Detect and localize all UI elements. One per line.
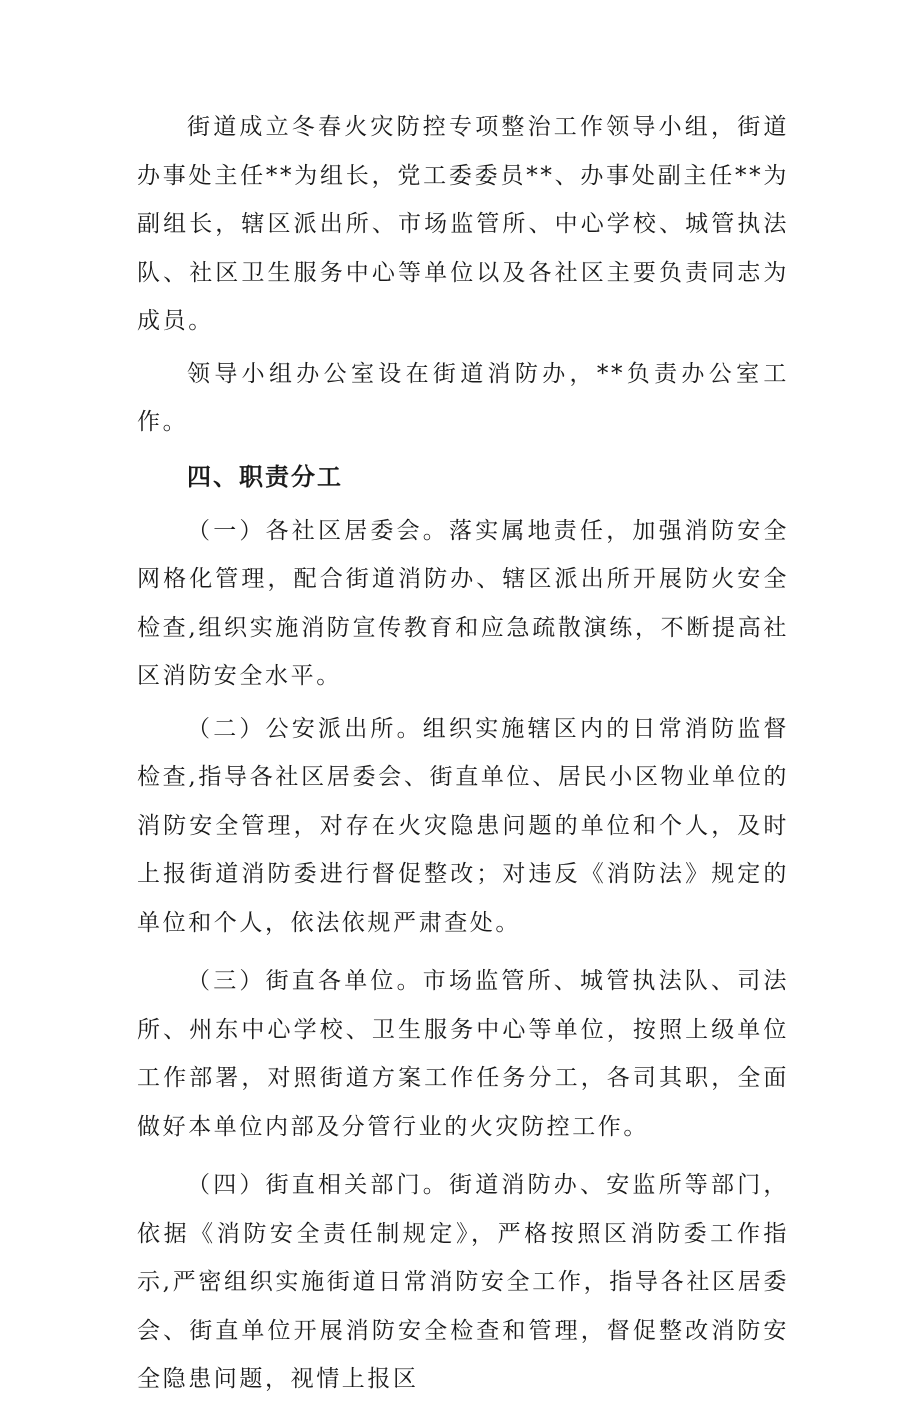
section-heading-duties: 四、职责分工 (187, 462, 343, 491)
paragraph-duty-2: （二）公安派出所。组织实施辖区内的日常消防监督检查,指导各社区居委会、街直单位、居民小区物业单位的消防安全管理，对存在火灾隐患问题的单位和个人，及时上报街道消防委进行督促整改；对违反《消防法》规定的单位和个人，依法依规严肃查处。 (137, 715, 789, 936)
paragraph-office: 领导小组办公室设在街道消防办，**负责办公室工作。 (137, 360, 789, 435)
paragraph-duty-3: （三）街直各单位。市场监管所、城管执法队、司法所、州东中心学校、卫生服务中心等单位，按照上级单位工作部署，对照街道方案工作任务分工，各司其职，全面做好本单位内部及分管行业的火灾防控工作。 (137, 968, 789, 1140)
paragraph-leadership-group: 街道成立冬春火灾防控专项整治工作领导小组，街道办事处主任**为组长，党工委委员**、办事处副主任**为副组长，辖区派出所、市场监管所、中心学校、城管执法队、社区卫生服务中心等单位以及各社区主要负责同志为成员。 (137, 114, 789, 334)
paragraph-duty-1: （一）各社区居委会。落实属地责任，加强消防安全网格化管理，配合街道消防办、辖区派出所开展防火安全检查,组织实施消防宣传教育和应急疏散演练，不断提高社区消防安全水平。 (137, 517, 789, 689)
paragraph-duty-4: （四）街直相关部门。街道消防办、安监所等部门，依据《消防安全责任制规定》，严格按照区消防委工作指示,严密组织实施街道日常消防安全工作，指导各社区居委会、街直单位开展消防安全检查和管理，督促整改消防安全隐患问题，视情上报区 (137, 1172, 789, 1392)
document-body (137, 103, 789, 1404)
